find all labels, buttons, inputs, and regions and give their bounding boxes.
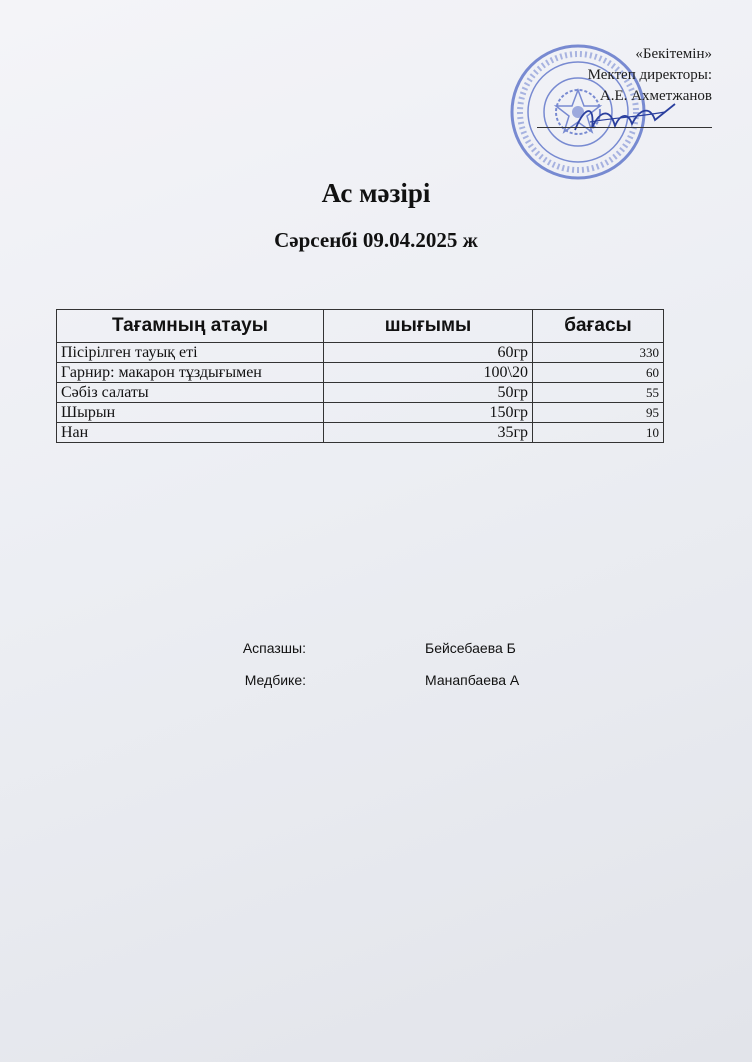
table-row <box>57 383 664 403</box>
nurse-name: Манапбаева А <box>425 672 520 688</box>
dish-price-cell: 60 <box>533 363 664 383</box>
nurse-role-label: Медбике: <box>244 672 306 688</box>
page-title: Ас мәзірі <box>321 178 431 208</box>
column-header-price: бағасы <box>533 310 664 343</box>
dish-name-cell: Пісірілген тауық еті <box>57 343 324 363</box>
dish-price-cell: 55 <box>533 383 664 403</box>
dish-yield-cell: 50гр <box>324 383 533 403</box>
dish-name-cell: Шырын <box>57 403 324 423</box>
approval-position: Мектеп директоры: <box>587 67 712 83</box>
table-row <box>57 363 664 383</box>
cook-role-label: Аспазшы: <box>242 640 306 656</box>
menu-table <box>56 309 664 443</box>
dish-name-cell: Сәбіз салаты <box>57 383 324 403</box>
signature-row-cook <box>0 640 752 672</box>
table-header-row <box>57 310 664 343</box>
cook-name: Бейсебаева Б <box>425 640 516 656</box>
approval-heading: «Бекітемін» <box>635 46 712 62</box>
table-row <box>57 343 664 363</box>
dish-yield-cell: 150гр <box>324 403 533 423</box>
approval-block <box>512 44 712 128</box>
dish-name-cell: Нан <box>57 423 324 443</box>
page-subtitle-date: Сәрсенбі 09.04.2025 ж <box>274 228 478 252</box>
dish-yield-cell: 60гр <box>324 343 533 363</box>
signature-row-nurse <box>0 672 752 704</box>
table-row <box>57 423 664 443</box>
column-header-yield: шығымы <box>324 310 533 343</box>
table-row <box>57 403 664 423</box>
dish-yield-cell: 35гр <box>324 423 533 443</box>
signature-line <box>537 107 712 128</box>
dish-price-cell: 10 <box>533 423 664 443</box>
signatures-block <box>0 640 752 704</box>
column-header-dish-name: Тағамның атауы <box>57 310 324 343</box>
dish-price-cell: 330 <box>533 343 664 363</box>
dish-price-cell: 95 <box>533 403 664 423</box>
dish-yield-cell: 100\20 <box>324 363 533 383</box>
approval-director-name: А.Е. Ахметжанов <box>599 88 712 104</box>
dish-name-cell: Гарнир: макарон тұздығымен <box>57 363 324 383</box>
